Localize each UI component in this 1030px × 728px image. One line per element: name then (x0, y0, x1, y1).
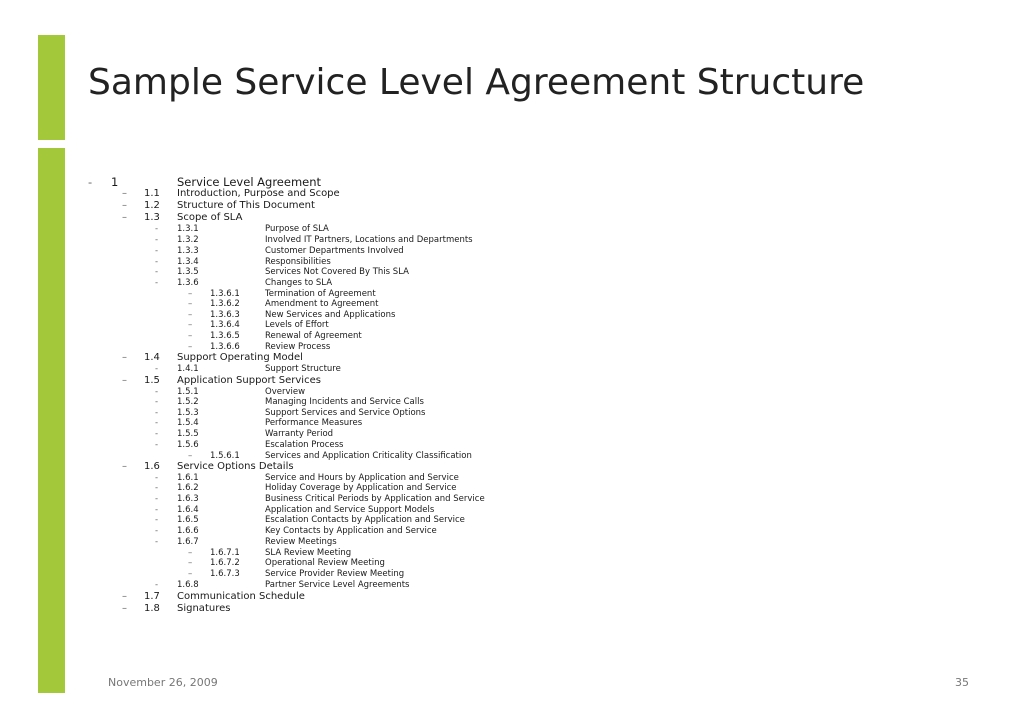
outline-text: Operational Review Meeting (265, 558, 385, 568)
outline-text: Review Meetings (265, 537, 337, 547)
outline-bullet: – (188, 310, 193, 320)
outline-bullet: - (155, 364, 159, 374)
outline-bullet: – (188, 331, 193, 341)
outline-bullet: - (155, 429, 159, 439)
outline-number: 1.6.7.2 (210, 558, 240, 568)
outline-bullet: - (155, 494, 159, 504)
outline-text: Application and Service Support Models (265, 505, 435, 515)
outline-text: Support Services and Service Options (265, 408, 426, 418)
outline-number: 1.4 (144, 352, 160, 363)
outline-bullet: - (155, 267, 159, 277)
outline-number: 1.5.2 (177, 397, 199, 407)
outline-bullet: - (155, 505, 159, 515)
outline-text: Key Contacts by Application and Service (265, 526, 437, 536)
outline-number: 1.6.1 (177, 473, 199, 483)
outline-bullet: – (122, 188, 127, 199)
outline-text: Levels of Effort (265, 320, 329, 330)
outline-text: Review Process (265, 342, 331, 352)
outline-bullet: – (188, 342, 193, 352)
outline-number: 1.3.3 (177, 246, 199, 256)
outline-bullet: - (155, 526, 159, 536)
outline-number: 1.5.1 (177, 387, 199, 397)
outline-text: Purpose of SLA (265, 224, 329, 234)
outline-number: 1.3.6.6 (210, 342, 240, 352)
outline-number: 1.3.6 (177, 278, 199, 288)
outline-number: 1.3.6.2 (210, 299, 240, 309)
outline-bullet: – (122, 591, 127, 602)
outline-bullet: – (122, 352, 127, 363)
outline-bullet: - (155, 278, 159, 288)
outline-number: 1.2 (144, 200, 160, 211)
footer-date: November 26, 2009 (108, 676, 218, 689)
outline-text: Structure of This Document (177, 200, 315, 211)
outline-number: 1.5 (144, 375, 160, 386)
outline-bullet: - (155, 483, 159, 493)
outline-text: Responsibilities (265, 257, 331, 267)
outline-bullet: – (122, 375, 127, 386)
outline-number: 1.5.3 (177, 408, 199, 418)
outline-number: 1.3 (144, 212, 160, 223)
outline-bullet: – (188, 558, 193, 568)
outline-text: Scope of SLA (177, 212, 243, 223)
outline-text: Managing Incidents and Service Calls (265, 397, 424, 407)
outline-text: Services and Application Criticality Classification (265, 451, 472, 461)
outline-text: Warranty Period (265, 429, 334, 439)
outline-text: Amendment to Agreement (265, 299, 379, 309)
outline-number: 1.6.3 (177, 494, 199, 504)
outline-bullet: – (122, 200, 127, 211)
outline-text: Termination of Agreement (265, 289, 376, 299)
outline-number: 1.3.6.3 (210, 310, 240, 320)
outline-text: Overview (265, 387, 306, 397)
accent-bar-bottom (38, 148, 65, 693)
outline-text: Service Level Agreement (177, 175, 322, 189)
outline-text: New Services and Applications (265, 310, 396, 320)
outline-number: 1.6.7.3 (210, 569, 240, 579)
outline-bullet: - (155, 387, 159, 397)
outline-text: Service and Hours by Application and Service (265, 473, 459, 483)
outline-number: 1.6.7 (177, 537, 199, 547)
outline-bullet: – (188, 289, 193, 299)
outline-number: 1.7 (144, 591, 160, 602)
outline-number: 1.3.6.5 (210, 331, 240, 341)
outline-number: 1.5.5 (177, 429, 199, 439)
outline-number: 1.3.6.1 (210, 289, 240, 299)
outline-bullet: – (188, 569, 193, 579)
outline-bullet: - (155, 537, 159, 547)
outline-text: Involved IT Partners, Locations and Departments (265, 235, 473, 245)
outline-bullet: - (155, 473, 159, 483)
outline-bullet: - (88, 175, 93, 189)
outline-text: Service Options Details (177, 461, 294, 472)
accent-bar-top (38, 35, 65, 140)
outline-number: 1.5.6 (177, 440, 199, 450)
outline-number: 1.5.4 (177, 418, 199, 428)
outline-bullet: – (122, 461, 127, 472)
outline-bullet: - (155, 246, 159, 256)
outline-number: 1.6.7.1 (210, 548, 240, 558)
outline-bullet: - (155, 257, 159, 267)
outline-bullet: – (188, 320, 193, 330)
outline-text: Communication Schedule (177, 591, 305, 602)
outline-number: 1.1 (144, 188, 160, 199)
outline-number: 1.6.6 (177, 526, 199, 536)
outline-text: Service Provider Review Meeting (265, 569, 405, 579)
outline-text: SLA Review Meeting (265, 548, 352, 558)
outline-number: 1.3.1 (177, 224, 199, 234)
outline-text: Support Operating Model (177, 352, 303, 363)
outline-bullet: - (155, 408, 159, 418)
outline-bullet: - (155, 515, 159, 525)
slide-title: Sample Service Level Agreement Structure (88, 62, 865, 103)
outline-bullet: - (155, 235, 159, 245)
outline-text: Changes to SLA (265, 278, 333, 288)
outline-number: 1.6.5 (177, 515, 199, 525)
outline-number: 1.3.4 (177, 257, 199, 267)
outline-number: 1.6.4 (177, 505, 199, 515)
outline-text: Customer Departments Involved (265, 246, 404, 256)
outline-bullet: – (122, 212, 127, 223)
outline-text: Application Support Services (177, 375, 321, 386)
outline-text: Holiday Coverage by Application and Service (265, 483, 457, 493)
outline-text: Partner Service Level Agreements (265, 580, 410, 590)
outline-text: Escalation Contacts by Application and Service (265, 515, 465, 525)
outline-number: 1.3.6.4 (210, 320, 240, 330)
outline-number: 1.5.6.1 (210, 451, 240, 461)
outline-bullet: – (188, 548, 193, 558)
outline-bullet: – (188, 299, 193, 309)
outline-text: Business Critical Periods by Application and Service (265, 494, 485, 504)
outline-bullet: - (155, 440, 159, 450)
outline-text: Escalation Process (265, 440, 344, 450)
outline-bullet: - (155, 418, 159, 428)
outline-bullet: - (155, 397, 159, 407)
outline-number: 1 (111, 175, 119, 189)
outline-text: Introduction, Purpose and Scope (177, 188, 340, 199)
outline-number: 1.3.2 (177, 235, 199, 245)
outline-number: 1.6 (144, 461, 160, 472)
outline-number: 1.4.1 (177, 364, 199, 374)
outline-bullet: – (188, 451, 193, 461)
outline-text: Performance Measures (265, 418, 363, 428)
outline-text: Renewal of Agreement (265, 331, 362, 341)
outline-number: 1.3.5 (177, 267, 199, 277)
outline-bullet: - (155, 580, 159, 590)
outline-bullet: - (155, 224, 159, 234)
outline-number: 1.6.8 (177, 580, 199, 590)
page-number: 35 (955, 676, 969, 689)
outline-text: Support Structure (265, 364, 341, 374)
outline-bullet: – (122, 603, 127, 614)
outline-text: Services Not Covered By This SLA (265, 267, 409, 277)
outline-text: Signatures (177, 603, 231, 614)
outline-number: 1.6.2 (177, 483, 199, 493)
outline-number: 1.8 (144, 603, 160, 614)
